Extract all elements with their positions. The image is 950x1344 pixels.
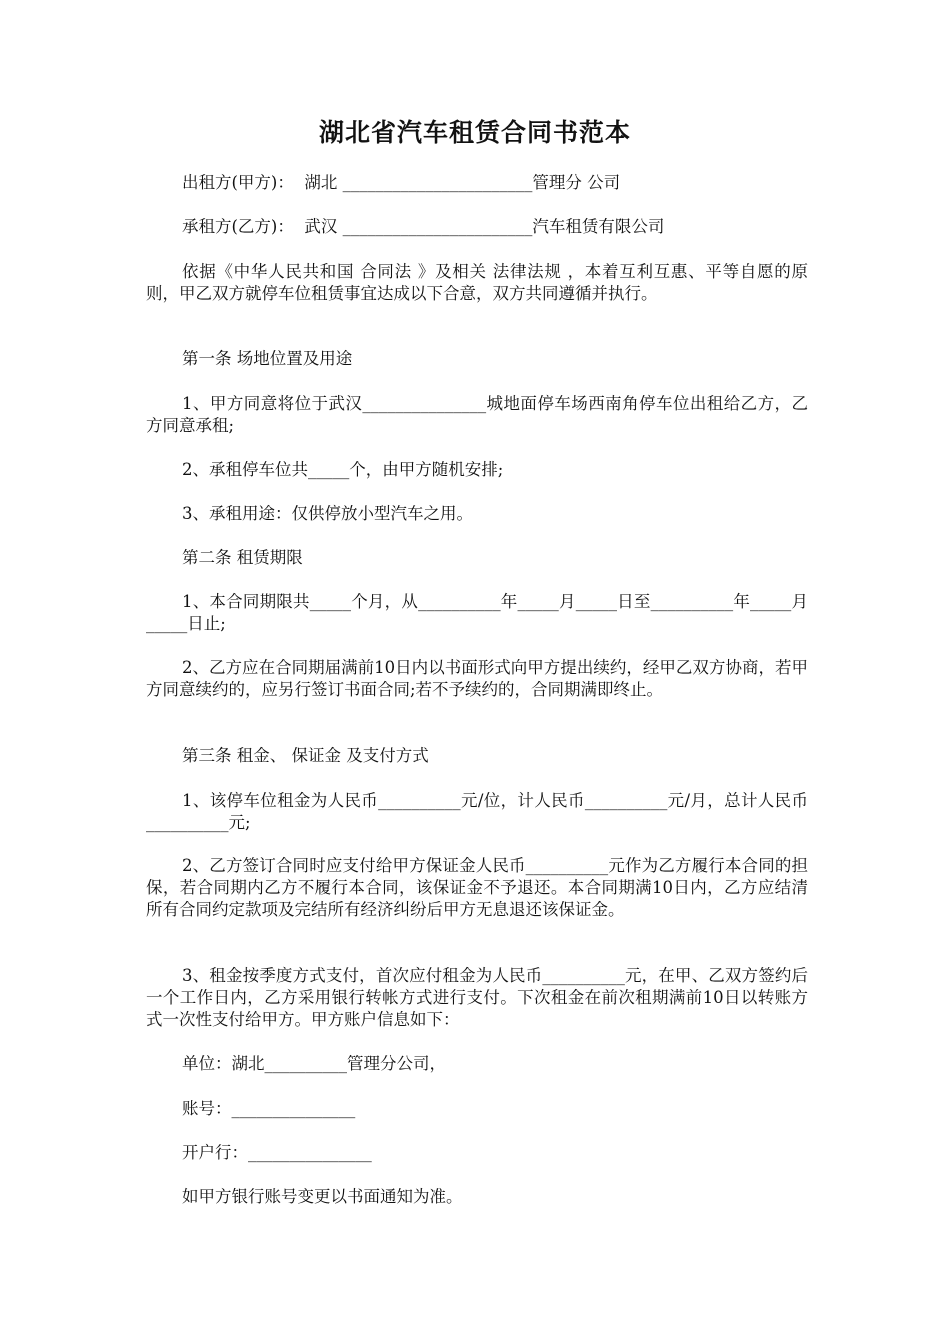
article-1-clause-1: 1、甲方同意将位于武汉_______________城地面停车场西南角停车位出租给乙方，乙方同意承租; (146, 394, 808, 435)
article-3-clause-1: 1、该停车位租金为人民币__________元/位，计人民币__________元/月，总计人民币__________元; (146, 791, 808, 832)
lessor-line: 出租方(甲方)： 湖北 _______________________管理分 公司 (182, 173, 621, 192)
article-3-heading: 第三条 租金、 保证金 及支付方式 (182, 746, 429, 765)
article-1-clause-2: 2、承租停车位共_____个，由甲方随机安排; (182, 460, 504, 479)
account-unit-line: 单位：湖北__________管理分公司， (182, 1054, 446, 1073)
bank-line: 开户行：_______________ (182, 1143, 372, 1162)
article-2-clause-2: 2、乙方应在合同期届满前10日内以书面形式向甲方提出续约，经甲乙双方协商，若甲方同意续约的，应另行签订书面合同;若不予续约的，合同期满即终止。 (146, 658, 808, 699)
article-3-clause-2: 2、乙方签订合同时应支付给甲方保证金人民币__________元作为乙方履行本合同的担保，若合同期内乙方不履行本合同，该保证金不予退还。本合同期满10日内，乙方应结清所有合同约定款项及完结所有经济纠纷后甲方无息退还该保证金。 (146, 856, 808, 919)
document-title: 湖北省汽车租赁合同书范本 (318, 118, 631, 147)
article-2-clause-1: 1、本合同期限共_____个月，从__________年_____月_____日至__________年_____月_____日止; (146, 592, 808, 633)
account-number-line: 账号：_______________ (182, 1099, 356, 1118)
article-1-clause-3: 3、承租用途：仅供停放小型汽车之用。 (182, 504, 473, 523)
article-3-clause-3: 3、租金按季度方式支付，首次应付租金为人民币__________元，在甲、乙双方签约后一个工作日内，乙方采用银行转帐方式进行支付。下次租金在前次租期满前10日以转账方式一次性支付给甲方。甲方账户信息如下： (146, 966, 808, 1029)
preamble-paragraph: 依据《中华人民共和国 合同法 》及相关 法律法规 ，本着互利互惠、平等自愿的原则，甲乙双方就停车位租赁事宜达成以下合意，双方共同遵循并执行。 (146, 262, 808, 303)
lessee-line: 承租方(乙方)： 武汉 _______________________汽车租赁有限公司 (182, 217, 665, 236)
article-2-heading: 第二条 租赁期限 (182, 548, 303, 567)
article-1-heading: 第一条 场地位置及用途 (182, 349, 353, 368)
account-change-note: 如甲方银行账号变更以书面通知为准。 (182, 1187, 463, 1206)
